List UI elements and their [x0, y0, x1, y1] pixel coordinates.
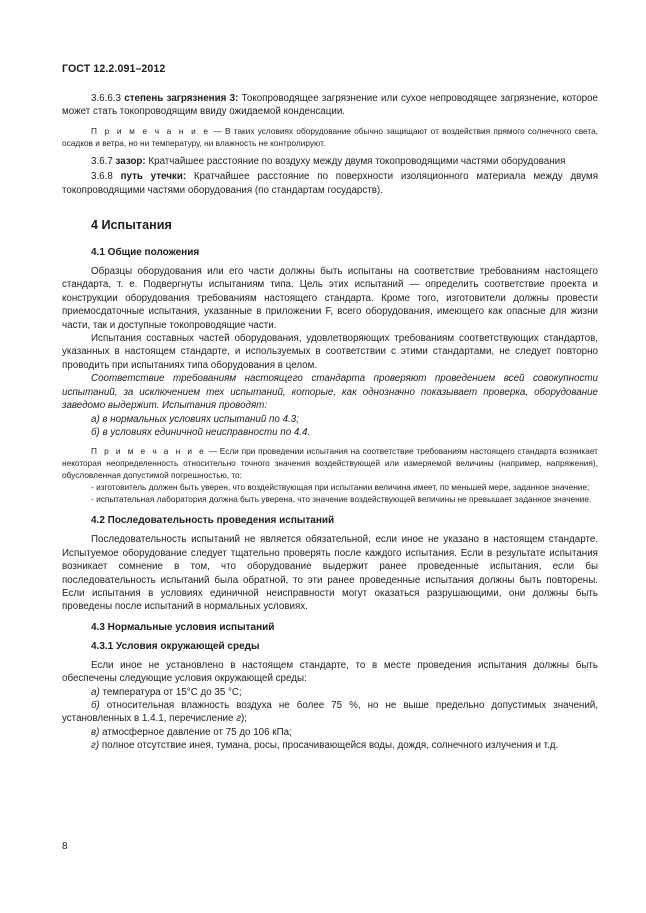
- term: зазор:: [115, 155, 146, 167]
- page-content: [62, 92, 598, 753]
- condition-d: [62, 739, 598, 752]
- clause-number: 3.6.7: [91, 155, 116, 167]
- condition-c: [62, 726, 598, 739]
- item-text-end: );: [241, 713, 248, 725]
- note-4-1: [62, 445, 598, 481]
- document-page: [62, 0, 598, 913]
- definition: Кратчайшее расстояние по поверхности изоляционного материала между двумя токопроводящими частями оборудования (по стандартам государств).: [62, 171, 599, 196]
- term: путь утечки:: [120, 171, 187, 183]
- subsection-heading-4-3-1: 4.3.1 Условия окружающей среды: [91, 640, 260, 652]
- page-number: 8: [62, 841, 68, 852]
- note-label: П р и м е ч а н и е: [91, 125, 211, 136]
- item-text: атмосферное давление от 75 до 106 кПа;: [99, 726, 292, 738]
- condition-a: [62, 686, 598, 699]
- note-dash-item: - испытательная лаборатория должна быть уверена, что значение воздействующей величины не превышает заданное значение.: [91, 494, 592, 505]
- definition: Токопроводящее загрязнение или сухое непроводящее загрязнение, которое может стать токопроводящим ввиду ожидаемой конденсации.: [62, 93, 599, 118]
- paragraph: Образцы оборудования или его части должны быть испытаны на соответствие требованиям настоящего стандарта, т. е. Подвергнуты испытаниям типа. Цель этих испытаний — определить соответствие проекта и конструкции оборудования требованиям настоящего стандарта. Кроме того, изготовители должны провести приемосдаточные испытания, указанные в приложении F, всего оборудования, имеющего как опасные для жизни части, так и доступные токопроводящие части.: [62, 266, 598, 331]
- clause-3-6-7: [62, 155, 598, 168]
- clause-number: 3.6.8: [91, 171, 121, 183]
- paragraph-italic: Соответствие требованиям настоящего стандарта проверяют проведением всей совокупности испытаний, за исключением тех испытаний, которые, как однозначно показывает проверка, оборудование заведомо выдержит. Испытания проводят:: [62, 373, 598, 412]
- subsection-heading-4-3: 4.3 Нормальные условия испытаний: [91, 621, 275, 633]
- clause-3-6-8: [62, 170, 598, 197]
- note-dash-item: - изготовитель должен быть уверен, что воздействующая при испытании величина имеет, по меньшей мере, заданное значение;: [91, 482, 590, 493]
- definition: Кратчайшее расстояние по воздуху между двумя токопроводящими частями оборудования: [145, 155, 566, 167]
- item-text: полное отсутствие инея, тумана, росы, просачивающейся воды, дождя, солнечного излучения и т.д.: [99, 740, 559, 752]
- subsection-heading-4-2: 4.2 Последовательность проведения испытаний: [91, 515, 335, 527]
- list-item-b: б) в условиях единичной неисправности по 4.4.: [91, 426, 311, 438]
- paragraph: Если иное не установлено в настоящем стандарте, то в месте проведения испытания должны быть обеспечены следующие условия окружающей среды:: [62, 659, 598, 685]
- note-label: П р и м е ч а н и е: [91, 446, 206, 457]
- note-text: — В таких условиях оборудование обычно защищают от воздействия прямого солнечного света, осадков и ветра, но ни температуру, ни влажность не контролируют.: [62, 125, 598, 148]
- item-label: г): [91, 740, 100, 752]
- paragraph: Последовательность испытаний не является обязательной, если иное не указано в настоящем стандарте. Испытуемое оборудование следует тщательно проверять после каждого испытания. Если в результате испытания возникает сомнение в том, что оборудование выдержит ранее проведенные испытания, если бы последовательность испытаний была обратной, то эти ранее проведенные испытания должны быть повторены. Если испытания в условиях единичной неисправности могут оказаться разрушающими, они должны быть проведены после испытаний в нормальных условиях.: [62, 534, 598, 613]
- item-label: в): [91, 726, 100, 738]
- clause-number: 3.6.6.3: [91, 93, 125, 104]
- note-text: — Если при проведении испытания на соответствие требованиям настоящего стандарта возникает некоторая неопределенность относительно точного значения воздействующей или измеряемой величины (например, напряжения), обусловленная допустимой погрешностью, то:: [62, 446, 598, 481]
- note-3-6-6-3: [62, 125, 598, 149]
- clause-3-6-6-3: [62, 92, 598, 119]
- document-header: ГОСТ 12.2.091–2012: [62, 63, 166, 75]
- paragraph: Испытания составных частей оборудования, удовлетворяющих требованиям соответствующих стандартов, указанных в настоящем стандарте, и используемых в соответствии с этими стандартами, не следует повторно проводить при испытаниях типа оборудования в целом.: [62, 333, 598, 371]
- term: степень загрязнения 3:: [124, 93, 239, 104]
- item-text: относительная влажность воздуха не более 75 %, но не выше предельно допустимых значений, установленных в 1.4.1, перечисление: [62, 699, 598, 725]
- item-label: а): [91, 686, 100, 698]
- condition-b: [62, 699, 598, 726]
- item-label: б): [91, 699, 100, 711]
- item-reference: г: [236, 713, 242, 725]
- item-text: температура от 15°С до 35 °С;: [99, 686, 242, 698]
- subsection-heading-4-1: 4.1 Общие положения: [91, 247, 200, 259]
- list-item-a: а) в нормальных условиях испытаний по 4.3;: [91, 413, 299, 425]
- section-heading-4: 4 Испытания: [91, 218, 172, 233]
